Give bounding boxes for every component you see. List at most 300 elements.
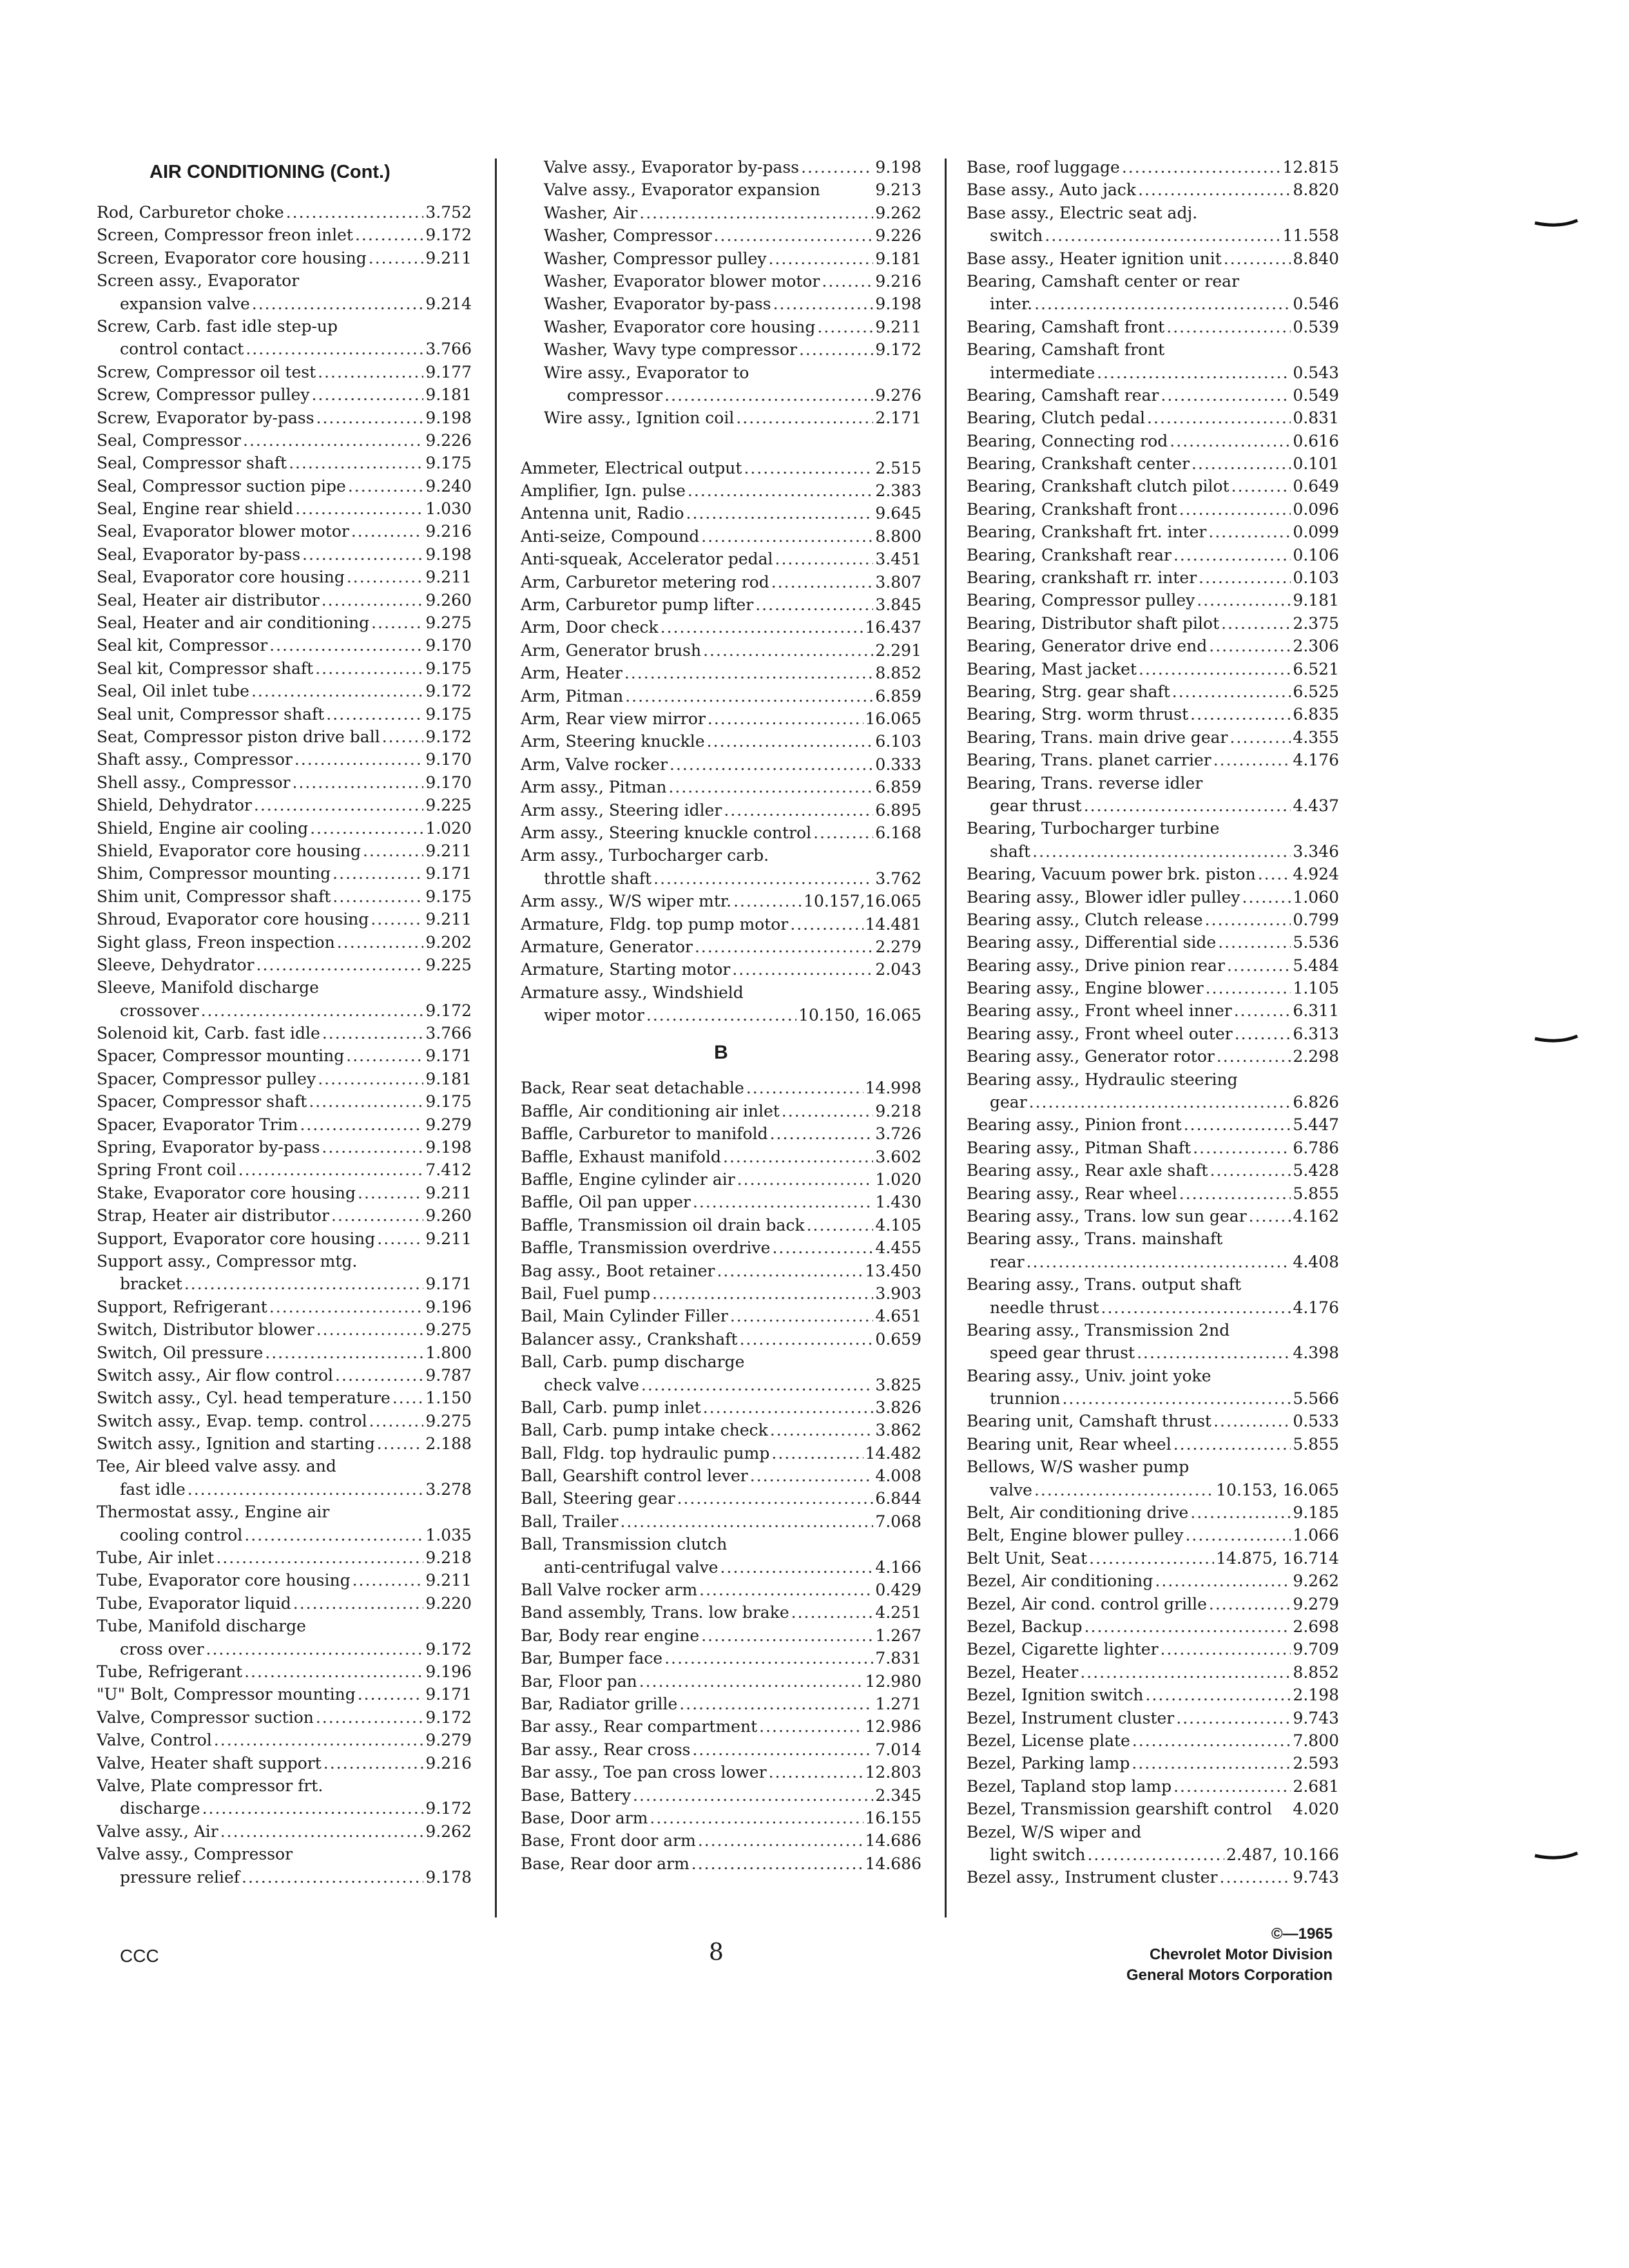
entry-page-ref: 3.826 xyxy=(875,1398,921,1417)
entry-page-ref: 1.430 xyxy=(875,1193,921,1212)
index-entry xyxy=(967,931,1339,954)
leader-dots xyxy=(1155,1570,1291,1592)
index-entry xyxy=(521,936,921,958)
entry-page-ref: 9.262 xyxy=(875,203,921,222)
entry-label: pressure relief xyxy=(120,1867,240,1887)
entry-label: Tube, Refrigerant xyxy=(97,1662,243,1681)
leader-dots xyxy=(770,1419,874,1441)
index-entry xyxy=(521,1100,921,1122)
index-entry xyxy=(521,1579,921,1601)
entry-label: Back, Rear seat detachable xyxy=(521,1079,744,1098)
index-entry xyxy=(521,1374,921,1396)
leader-dots xyxy=(664,1647,873,1669)
entry-label: Arm, Pitman xyxy=(521,686,624,706)
entry-page-ref: 5.484 xyxy=(1293,956,1339,975)
entry-list-3 xyxy=(967,156,1339,1889)
leader-dots xyxy=(801,156,873,178)
entry-label: Baffle, Air conditioning air inlet xyxy=(521,1101,780,1120)
leader-dots xyxy=(724,799,873,822)
index-entry xyxy=(97,1113,472,1136)
leader-dots xyxy=(244,1660,423,1683)
entry-page-ref: 3.726 xyxy=(875,1124,921,1144)
index-entry xyxy=(97,1524,472,1546)
entry-page-ref: 1.035 xyxy=(425,1525,472,1544)
leader-dots xyxy=(371,611,423,634)
entry-label: Bearing, Crankshaft clutch pilot xyxy=(967,477,1229,496)
leader-dots xyxy=(1235,1023,1291,1045)
entry-label: Bar assy., Rear cross xyxy=(521,1740,691,1759)
entry-page-ref: 9.172 xyxy=(425,1799,472,1818)
leader-dots xyxy=(1213,1410,1291,1432)
leader-dots xyxy=(323,1752,424,1774)
index-entry xyxy=(967,1661,1339,1684)
entry-label: Bearing assy., Pitman Shaft xyxy=(967,1138,1191,1157)
index-entry xyxy=(97,1843,472,1865)
leader-dots xyxy=(701,525,873,548)
index-entry xyxy=(521,958,921,981)
entry-page-ref: 5.447 xyxy=(1293,1115,1339,1135)
leader-dots xyxy=(620,1510,873,1533)
index-entry xyxy=(967,1296,1339,1319)
leader-dots xyxy=(1032,840,1291,863)
entry-page-ref: 8.852 xyxy=(1293,1662,1339,1682)
entry-label: Switch, Oil pressure xyxy=(97,1343,264,1362)
leader-dots xyxy=(377,1432,424,1455)
index-entry xyxy=(97,338,472,360)
leader-dots xyxy=(184,1273,424,1295)
index-entry xyxy=(967,247,1339,270)
index-entry xyxy=(521,685,921,707)
leader-dots xyxy=(755,593,873,616)
entry-label: Bearing, Strg. gear shaft xyxy=(967,682,1170,701)
leader-dots xyxy=(315,657,423,680)
leader-dots xyxy=(246,338,423,360)
entry-label: Belt Unit, Seat xyxy=(967,1548,1088,1568)
entry-page-ref: 4.408 xyxy=(1293,1252,1339,1271)
entry-page-ref: 9.178 xyxy=(425,1867,472,1887)
entry-label: Arm, Door check xyxy=(521,618,659,637)
entry-page-ref: 3.752 xyxy=(425,203,472,222)
entry-page-ref: 16.065 xyxy=(865,709,921,728)
entry-list-2-valves xyxy=(521,156,921,430)
index-entry xyxy=(521,1487,921,1510)
entry-page-ref: 2.043 xyxy=(875,960,921,979)
leader-dots xyxy=(646,1004,796,1026)
entry-page-ref: 0.616 xyxy=(1293,431,1339,450)
leader-dots xyxy=(677,1487,874,1510)
entry-page-ref: 0.659 xyxy=(875,1329,921,1349)
footer-code: CCC xyxy=(120,1946,159,1966)
leader-dots xyxy=(316,407,424,429)
index-entry xyxy=(97,452,472,474)
index-entry xyxy=(97,1044,472,1067)
entry-label: Bar, Body rear engine xyxy=(521,1626,700,1645)
index-entry xyxy=(521,1761,921,1783)
leader-dots xyxy=(358,1683,424,1706)
index-entry xyxy=(967,772,1339,794)
index-entry xyxy=(97,1227,472,1250)
leader-dots xyxy=(242,1866,423,1888)
leader-dots xyxy=(289,452,423,474)
index-entry xyxy=(967,1091,1339,1113)
index-entry xyxy=(967,293,1339,315)
leader-dots xyxy=(1176,1707,1291,1729)
entry-label: trunnion xyxy=(990,1389,1061,1408)
leader-dots xyxy=(333,862,423,885)
entry-label: Valve assy., Evaporator expansion xyxy=(544,180,820,200)
leader-dots xyxy=(1185,1524,1291,1546)
leader-dots xyxy=(1080,1661,1291,1684)
entry-page-ref: 9.181 xyxy=(425,1069,472,1088)
entry-page-ref: 6.311 xyxy=(1293,1001,1339,1021)
entry-page-ref: 9.177 xyxy=(425,362,472,381)
leader-dots xyxy=(318,361,423,383)
leader-dots xyxy=(1230,726,1291,749)
leader-dots xyxy=(302,543,423,566)
entry-label: Bearing assy., Univ. joint yoke xyxy=(967,1366,1211,1385)
index-entry xyxy=(521,502,921,524)
leader-dots xyxy=(791,1601,874,1624)
leader-dots xyxy=(714,224,874,247)
index-entry xyxy=(521,178,921,201)
leader-dots xyxy=(1138,178,1291,201)
entry-page-ref: 6.859 xyxy=(875,778,921,797)
index-entry xyxy=(97,1660,472,1683)
entry-page-ref: 4.105 xyxy=(875,1215,921,1235)
entry-page-ref: 0.429 xyxy=(875,1581,921,1600)
leader-dots xyxy=(1179,1182,1291,1205)
entry-label: Support, Refrigerant xyxy=(97,1297,267,1316)
entry-page-ref: 3.903 xyxy=(875,1283,921,1303)
index-entry xyxy=(521,202,921,224)
index-entry xyxy=(97,1341,472,1364)
leader-dots xyxy=(252,293,424,315)
entry-label: Solenoid kit, Carb. fast idle xyxy=(97,1024,320,1043)
index-entry xyxy=(967,1707,1339,1729)
entry-label: Antenna unit, Radio xyxy=(521,504,684,523)
entry-label: shaft xyxy=(990,841,1031,861)
leader-dots xyxy=(1084,794,1291,817)
entry-page-ref: 3.807 xyxy=(875,572,921,591)
index-entry xyxy=(97,201,472,224)
entry-page-ref: 9.211 xyxy=(425,1571,472,1590)
entry-label: Bezel, W/S wiper and xyxy=(967,1822,1142,1841)
entry-label: Ball, Fldg. top hydraulic pump xyxy=(521,1443,770,1463)
index-entry xyxy=(97,293,472,315)
leader-dots xyxy=(707,730,874,753)
index-entry xyxy=(521,662,921,684)
entry-label: Rod, Carburetor choke xyxy=(97,203,284,222)
entry-label: Screen, Compressor freon inlet xyxy=(97,226,353,245)
entry-page-ref: 9.211 xyxy=(425,1229,472,1248)
entry-label: Bearing, Trans. planet carrier xyxy=(967,751,1211,770)
entry-label: Sight glass, Freon inspection xyxy=(97,932,335,952)
leader-dots xyxy=(1209,1593,1291,1615)
index-entry xyxy=(521,1784,921,1807)
index-entry xyxy=(521,316,921,338)
entry-label: Bearing assy., Blower idler pulley xyxy=(967,887,1240,907)
leader-dots xyxy=(346,1044,423,1067)
leader-dots xyxy=(310,817,423,840)
index-entry xyxy=(97,726,472,748)
index-entry xyxy=(521,224,921,247)
entry-label: Washer, Evaporator blower motor xyxy=(544,271,820,291)
entry-label: Bearing, Trans. main drive gear xyxy=(967,727,1228,747)
index-entry xyxy=(967,886,1339,908)
index-entry xyxy=(521,548,921,570)
index-entry xyxy=(967,999,1339,1022)
leader-dots xyxy=(664,384,873,407)
index-entry xyxy=(521,1396,921,1419)
index-entry xyxy=(97,1592,472,1615)
entry-label: Screw, Compressor oil test xyxy=(97,362,316,381)
index-entry xyxy=(521,338,921,361)
leader-dots xyxy=(691,1852,863,1875)
index-entry xyxy=(521,822,921,844)
leader-dots xyxy=(254,794,424,816)
index-entry xyxy=(967,1729,1339,1752)
entry-label: Washer, Air xyxy=(544,203,638,222)
entry-label: Ball, Carb. pump discharge xyxy=(521,1352,745,1372)
index-entry xyxy=(521,1693,921,1715)
index-entry xyxy=(967,316,1339,338)
entry-page-ref: 9.171 xyxy=(425,864,472,883)
index-entry xyxy=(967,589,1339,611)
entry-label: Valve assy., Air xyxy=(97,1821,218,1841)
index-entry xyxy=(521,525,921,548)
leader-dots xyxy=(1122,156,1281,178)
leader-dots xyxy=(326,703,423,726)
entry-page-ref: 3.845 xyxy=(875,595,921,615)
entry-page-ref: 1.030 xyxy=(425,499,472,519)
entry-page-ref: 9.211 xyxy=(425,1183,472,1202)
entry-page-ref: 13.450 xyxy=(865,1261,921,1280)
leader-dots xyxy=(238,1158,424,1181)
column-divider-1 xyxy=(495,159,497,1917)
entry-label: Arm, Carburetor metering rod xyxy=(521,572,769,591)
entry-label: Bearing, crankshaft rr. inter xyxy=(967,568,1197,588)
index-entry xyxy=(97,1683,472,1706)
copyright-block xyxy=(1126,1924,1333,1986)
entry-label: Wire assy., Evaporator to xyxy=(544,363,749,382)
entry-label: Bearing assy., Differential side xyxy=(967,933,1217,952)
entry-page-ref: 6.521 xyxy=(1293,659,1339,678)
leader-dots xyxy=(733,890,802,912)
leader-dots xyxy=(269,634,423,657)
leader-dots xyxy=(293,1592,424,1615)
entry-label: crossover xyxy=(120,1001,199,1020)
entry-page-ref: 2.681 xyxy=(1293,1776,1339,1796)
entry-label: Bearing, Turbocharger turbine xyxy=(967,819,1220,838)
entry-label: Shaft assy., Compressor xyxy=(97,750,293,769)
entry-page-ref: 9.220 xyxy=(425,1593,472,1613)
entry-page-ref: 9.275 xyxy=(425,613,472,633)
index-entry xyxy=(521,844,921,867)
index-entry xyxy=(967,1501,1339,1524)
entry-label: Bar, Bumper face xyxy=(521,1649,663,1668)
entry-label: light switch xyxy=(990,1845,1086,1864)
entry-page-ref: 3.278 xyxy=(425,1479,472,1499)
entry-label: Spring Front coil xyxy=(97,1160,236,1180)
leader-dots xyxy=(703,1396,874,1419)
entry-label: Washer, Wavy type compressor xyxy=(544,340,797,360)
leader-dots xyxy=(1231,475,1291,497)
leader-dots xyxy=(1197,589,1291,611)
entry-label: Bearing assy., Trans. output shaft xyxy=(967,1275,1242,1294)
index-entry xyxy=(967,840,1339,863)
entry-label: Shim, Compressor mounting xyxy=(97,864,331,883)
index-entry xyxy=(521,1077,921,1099)
entry-page-ref: 9.216 xyxy=(425,1753,472,1773)
leader-dots xyxy=(1208,521,1291,543)
entry-label: Seal, Evaporator core housing xyxy=(97,568,345,587)
entry-label: Bezel, Parking lamp xyxy=(967,1754,1130,1773)
index-entry xyxy=(521,1305,921,1327)
leader-dots xyxy=(782,1100,874,1122)
entry-label: Bearing, Camshaft front xyxy=(967,340,1165,360)
entry-page-ref: 5.536 xyxy=(1293,933,1339,952)
entry-label: Shield, Evaporator core housing xyxy=(97,841,361,860)
index-entry xyxy=(967,680,1339,703)
leader-dots xyxy=(1170,430,1291,452)
entry-page-ref: 9.262 xyxy=(1293,1571,1339,1591)
leader-dots xyxy=(633,1784,873,1807)
entry-label: Valve assy., Evaporator by-pass xyxy=(544,158,800,177)
entry-label: check valve xyxy=(544,1375,639,1394)
entry-page-ref: 2.375 xyxy=(1293,613,1339,633)
leader-dots xyxy=(335,1364,423,1387)
index-entry xyxy=(967,452,1339,475)
index-entry xyxy=(967,521,1339,543)
index-entry xyxy=(967,361,1339,384)
index-entry xyxy=(97,908,472,930)
entry-label: Seal kit, Compressor xyxy=(97,636,268,655)
index-entry xyxy=(521,1852,921,1875)
entry-label: Bezel, Transmission gearshift control xyxy=(967,1800,1272,1819)
index-entry xyxy=(97,247,472,269)
leader-dots xyxy=(220,1820,424,1843)
entry-label: speed gear thrust xyxy=(990,1343,1135,1363)
index-entry xyxy=(967,863,1339,885)
entry-page-ref: 12.986 xyxy=(865,1717,921,1736)
entry-page-ref: 9.787 xyxy=(425,1365,472,1385)
entry-page-ref: 0.799 xyxy=(1293,910,1339,929)
index-entry xyxy=(967,1205,1339,1227)
entry-label: anti-centrifugal valve xyxy=(544,1557,718,1577)
index-entry xyxy=(97,954,472,976)
entry-label: Arm, Rear view mirror xyxy=(521,709,706,728)
leader-dots xyxy=(348,475,424,497)
leader-dots xyxy=(333,885,423,908)
entry-label: Seal, Evaporator blower motor xyxy=(97,522,349,541)
leader-dots xyxy=(769,247,874,270)
entry-label: Bearing, Camshaft center or rear xyxy=(967,271,1240,291)
entry-page-ref: 9.171 xyxy=(425,1685,472,1704)
index-entry xyxy=(97,1546,472,1569)
entry-label: Bearing, Generator drive end xyxy=(967,637,1208,656)
index-entry xyxy=(967,1113,1339,1136)
entry-label: Bearing, Connecting rod xyxy=(967,431,1168,450)
entry-label: Washer, Compressor pulley xyxy=(544,249,767,268)
leader-dots xyxy=(392,1387,424,1409)
entry-label: Arm, Steering knuckle xyxy=(521,732,705,751)
entry-label: Bearing assy., Trans. mainshaft xyxy=(967,1229,1223,1249)
entry-page-ref: 9.214 xyxy=(425,294,472,313)
index-entry xyxy=(521,1829,921,1852)
leader-dots xyxy=(202,1797,424,1820)
entry-page-ref: 9.226 xyxy=(425,430,472,450)
leader-dots xyxy=(740,1328,874,1350)
entry-page-ref: 9.170 xyxy=(425,636,472,655)
entry-page-ref: 1.271 xyxy=(875,1695,921,1713)
leader-dots xyxy=(813,822,873,844)
index-entry xyxy=(521,981,921,1004)
index-entry xyxy=(97,1820,472,1843)
index-entry xyxy=(521,867,921,890)
entry-label: bracket xyxy=(120,1274,182,1294)
leader-dots xyxy=(352,1569,424,1591)
entry-label: Bellows, W/S washer pump xyxy=(967,1457,1190,1477)
index-entry xyxy=(967,1456,1339,1478)
entry-label: Valve, Heater shaft support xyxy=(97,1753,322,1773)
entry-label: Washer, Compressor xyxy=(544,226,712,245)
index-entry xyxy=(521,1465,921,1487)
entry-page-ref: 9.172 xyxy=(425,1001,472,1020)
index-entry xyxy=(521,270,921,293)
leader-dots xyxy=(822,270,873,293)
leader-dots xyxy=(243,429,423,452)
index-entry xyxy=(967,1684,1339,1706)
index-entry xyxy=(97,1797,472,1820)
entry-page-ref: 9.196 xyxy=(425,1297,472,1316)
leader-dots xyxy=(318,1068,423,1090)
index-entry xyxy=(97,885,472,908)
index-entry xyxy=(97,703,472,726)
leader-dots xyxy=(1224,247,1291,270)
entry-label: Bezel, Ignition switch xyxy=(967,1686,1144,1705)
index-entry xyxy=(521,639,921,662)
index-entry xyxy=(97,1204,472,1227)
index-entry xyxy=(97,657,472,680)
entry-label: throttle shaft xyxy=(544,869,652,888)
entry-page-ref: 8.852 xyxy=(875,664,921,683)
leader-dots xyxy=(652,1282,873,1305)
entry-page-ref: 3.766 xyxy=(425,340,472,359)
entry-page-ref: 4.176 xyxy=(1293,751,1339,770)
entry-page-ref: 6.859 xyxy=(875,686,921,706)
entry-label: Base assy., Auto jack xyxy=(967,180,1137,200)
entry-label: Seal kit, Compressor shaft xyxy=(97,658,314,678)
entry-label: Base, Battery xyxy=(521,1785,631,1805)
index-entry xyxy=(967,726,1339,749)
entry-label: Spacer, Compressor mounting xyxy=(97,1046,345,1066)
entry-label: Bezel assy., Instrument cluster xyxy=(967,1868,1218,1887)
index-entry xyxy=(967,270,1339,293)
index-entry xyxy=(521,707,921,730)
index-entry xyxy=(967,794,1339,817)
leader-dots xyxy=(1234,999,1291,1022)
leader-dots xyxy=(316,1706,424,1729)
index-entry xyxy=(97,475,472,497)
leader-dots xyxy=(720,1556,874,1579)
index-entry xyxy=(967,1593,1339,1615)
leader-dots xyxy=(369,1410,424,1432)
index-entry xyxy=(967,1045,1339,1068)
entry-page-ref: 9.172 xyxy=(875,340,921,360)
column-divider-2 xyxy=(945,159,947,1917)
leader-dots xyxy=(244,1524,423,1546)
leader-dots xyxy=(1190,1501,1291,1524)
